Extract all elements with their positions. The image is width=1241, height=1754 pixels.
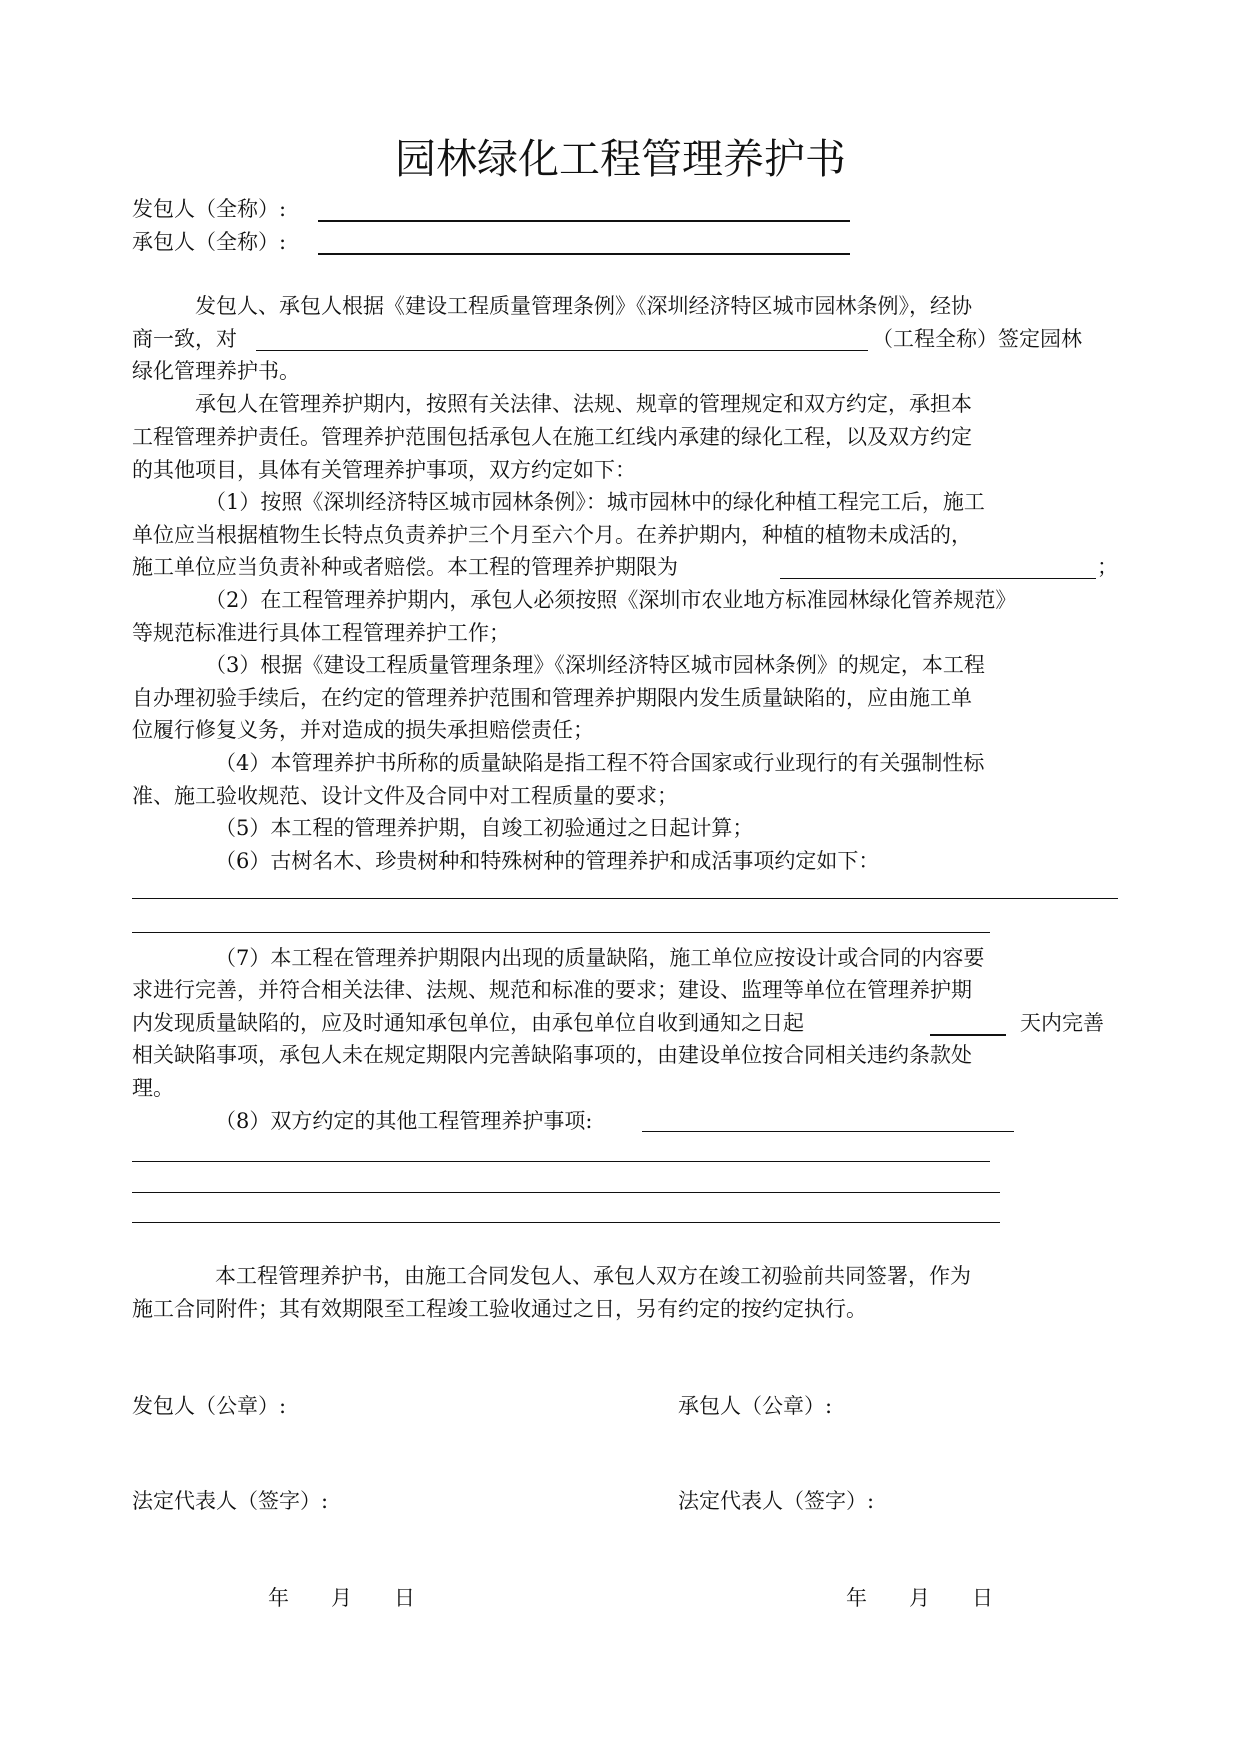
item-4-line-1: （4）本管理养护书所称的质量缺陷是指工程不符合国家或行业现行的有关强制性标 [215,751,985,775]
intro-paragraph-1-line-1: 发包人、承包人根据《建设工程质量管理条例》《深圳经济特区城市园林条例》，经协 [195,294,972,318]
item-7-line-3: 内发现质量缺陷的，应及时通知承包单位，由承包单位自收到通知之日起 [132,1011,804,1035]
intro-paragraph-2-line-2: 工程管理养护责任。管理养护范围包括承包人在施工红线内承建的绿化工程，以及双方约定 [132,425,972,449]
item-2-line-2: 等规范标准进行具体工程管理养护工作； [132,621,510,645]
party-a-date-year: 年 [268,1586,289,1610]
party-b-representative-label: 法定代表人（签字）: [678,1489,875,1513]
party-a-date-day: 日 [394,1586,415,1610]
party-a-name-field[interactable] [318,220,850,222]
item-3-line-1: （3）根据《建设工程质量管理条理》《深圳经济特区城市园林条例》的规定，本工程 [205,653,985,677]
party-b-date-year: 年 [846,1586,867,1610]
party-a-seal-label: 发包人（公章）: [132,1394,287,1418]
item-4-line-2: 准、施工验收规范、设计文件及合同中对工程质量的要求； [132,784,678,808]
party-a-date-month: 月 [331,1586,352,1610]
intro-paragraph-1-line-2: 商一致，对 [132,327,237,351]
intro-paragraph-2-line-3: 的其他项目，具体有关管理养护事项，双方约定如下： [132,458,636,482]
item-7-line-1: （7）本工程在管理养护期限内出现的质量缺陷，施工单位应按设计或合同的内容要 [215,946,985,970]
item-1-line-3-end: ； [1097,555,1118,579]
intro-paragraph-1-line-2-end: （工程全称）签定园林 [872,327,1082,351]
item-5: （5）本工程的管理养护期，自竣工初验通过之日起计算； [215,816,754,840]
project-name-field[interactable] [256,350,868,351]
item-3-line-3: 位履行修复义务，并对造成的损失承担赔偿责任； [132,718,594,742]
party-a-label: 发包人（全称）: [132,197,287,221]
item-2-line-1: （2）在工程管理养护期内，承包人必须按照《深圳市农业地方标准园林绿化管养规范》 [205,588,1017,612]
item-8: （8）双方约定的其他工程管理养护事项: [215,1109,593,1133]
item-7-line-4: 相关缺陷事项，承包人未在规定期限内完善缺陷事项的，由建设单位按合同相关违约条款处 [132,1043,972,1067]
item-8-blank-line-4[interactable] [132,1222,1000,1223]
party-b-date-day: 日 [972,1586,993,1610]
party-b-name-field[interactable] [318,253,850,255]
closing-line-2: 施工合同附件；其有效期限至工程竣工验收通过之日，另有约定的按约定执行。 [132,1297,867,1321]
maintenance-period-field[interactable] [780,578,1096,579]
item-8-blank-line-1[interactable] [642,1131,1014,1132]
item-7-line-5: 理。 [132,1076,174,1100]
item-1-line-2: 单位应当根据植物生长特点负责养护三个月至六个月。在养护期内，种植的植物未成活的， [132,523,972,547]
party-b-date-month: 月 [909,1586,930,1610]
repair-days-field[interactable] [930,1034,1006,1036]
party-b-seal-label: 承包人（公章）: [678,1394,833,1418]
item-8-blank-line-2[interactable] [132,1161,990,1162]
item-8-blank-line-3[interactable] [132,1192,1000,1193]
item-1-line-1: （1）按照《深圳经济特区城市园林条例》：城市园林中的绿化种植工程完工后，施工 [205,490,985,514]
item-3-line-2: 自办理初验手续后，在约定的管理养护范围和管理养护期限内发生质量缺陷的，应由施工单 [132,686,972,710]
item-7-line-2: 求进行完善，并符合相关法律、法规、规范和标准的要求；建设、监理等单位在管理养护期 [132,978,972,1002]
party-a-representative-label: 法定代表人（签字）: [132,1489,329,1513]
closing-line-1: 本工程管理养护书，由施工合同发包人、承包人双方在竣工初验前共同签署，作为 [215,1264,971,1288]
item-7-line-3-end: 天内完善 [1020,1011,1104,1035]
intro-paragraph-2-line-1: 承包人在管理养护期内，按照有关法律、法规、规章的管理规定和双方约定，承担本 [195,392,972,416]
document-title: 园林绿化工程管理养护书 [395,135,846,183]
intro-paragraph-1-line-3: 绿化管理养护书。 [132,359,300,383]
item-6: （6）古树名木、珍贵树种和特殊树种的管理养护和成活事项约定如下： [215,849,880,873]
item-6-blank-line-2[interactable] [132,932,990,933]
item-6-blank-line-1[interactable] [132,898,1118,899]
item-1-line-3: 施工单位应当负责补种或者赔偿。本工程的管理养护期限为 [132,555,678,579]
party-b-label: 承包人（全称）: [132,230,287,254]
